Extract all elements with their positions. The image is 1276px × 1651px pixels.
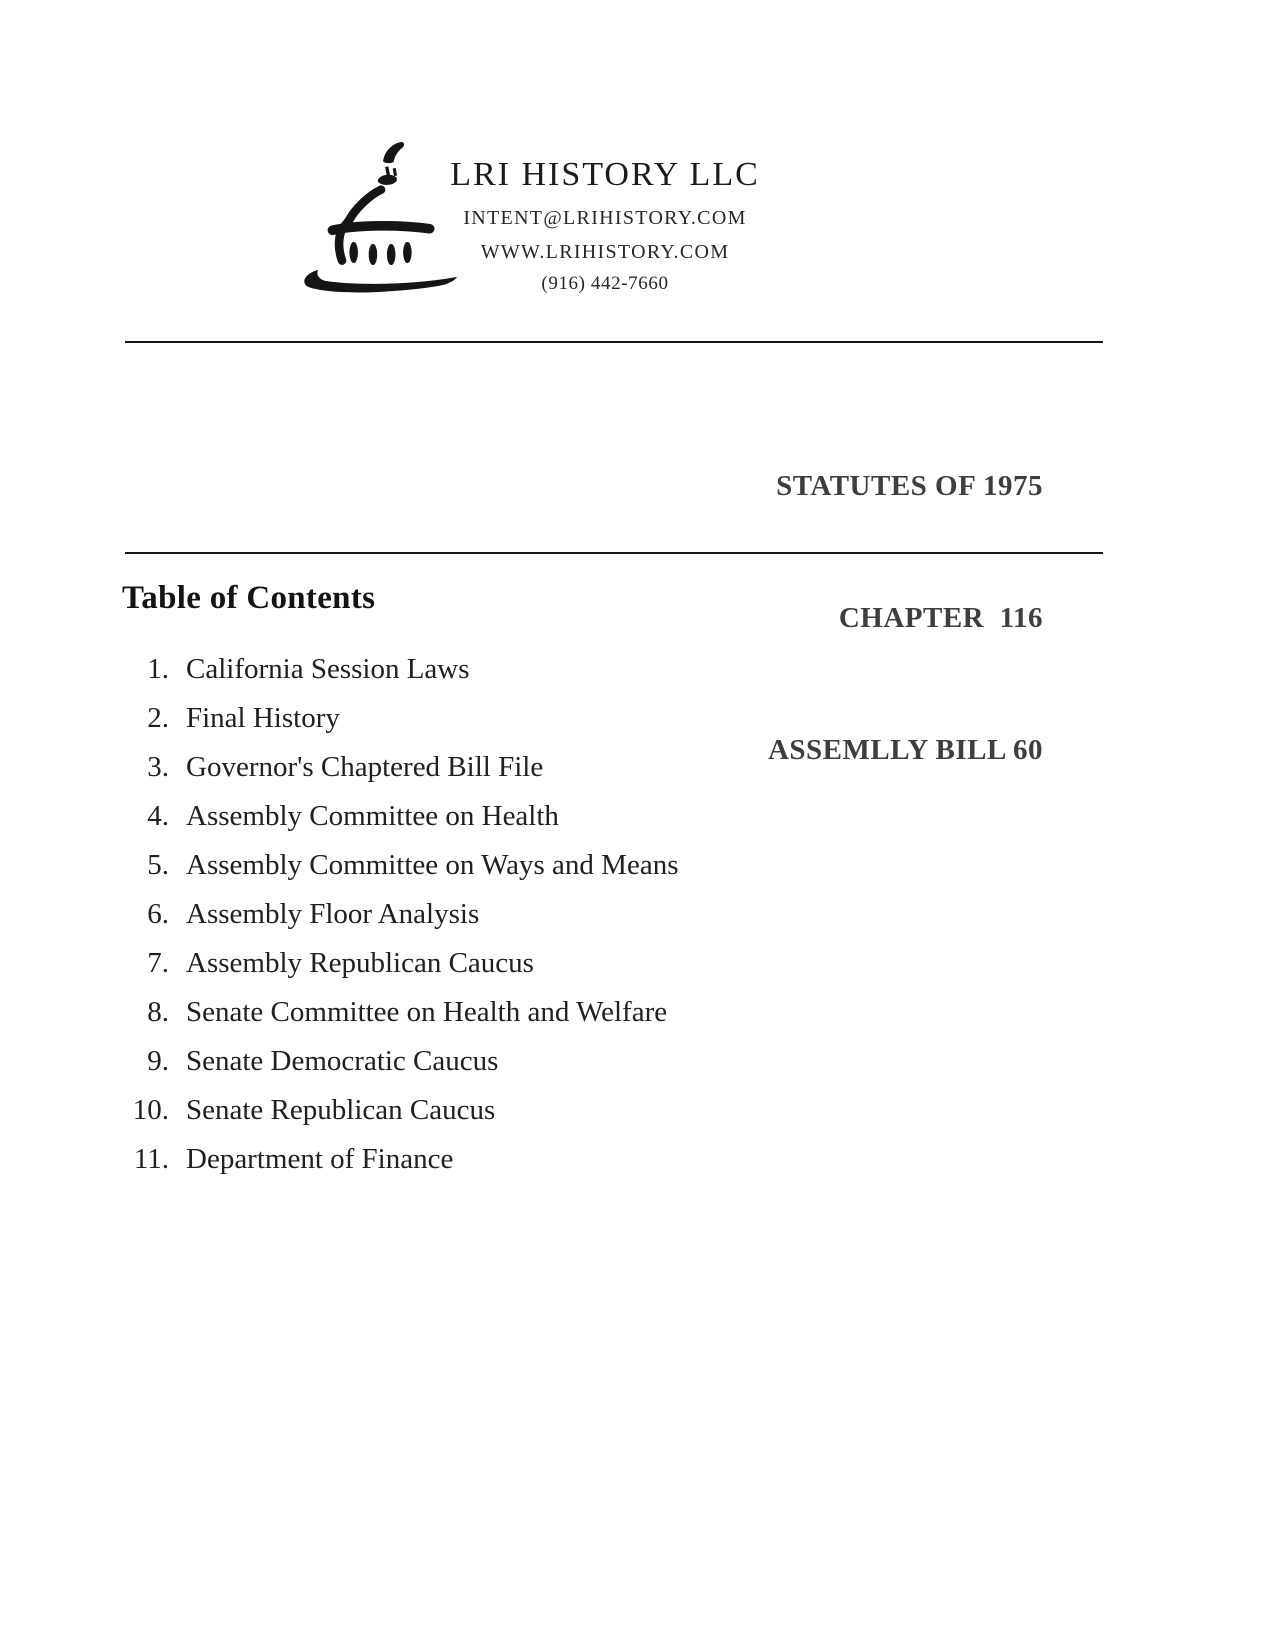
- toc-item: [125, 851, 1075, 880]
- toc-item-label: Senate Committee on Health and Welfare: [186, 996, 668, 1028]
- toc-list: [125, 655, 1075, 1194]
- toc-item-label: Senate Democratic Caucus: [186, 1045, 499, 1077]
- toc-item-label: Department of Finance: [186, 1143, 454, 1175]
- toc-item-number: 2.: [147, 702, 169, 734]
- toc-item-number: 9.: [147, 1045, 169, 1077]
- toc-item-number: 10.: [132, 1094, 169, 1126]
- toc-item: [125, 704, 1075, 733]
- toc-item: [125, 900, 1075, 929]
- chapter-line: CHAPTER 116: [838, 602, 1043, 634]
- toc-item-number: 1.: [147, 653, 169, 685]
- letterhead: [440, 156, 770, 298]
- toc-item: [125, 998, 1075, 1027]
- toc-item-number: 7.: [147, 947, 169, 979]
- toc-item: [125, 753, 1075, 782]
- toc-title: Table of Contents: [122, 580, 376, 616]
- toc-item-label: Assembly Committee on Ways and Means: [186, 849, 679, 881]
- toc-item-number: 11.: [133, 1143, 169, 1175]
- capitol-dome-logo-icon: [296, 128, 458, 294]
- company-email: INTENT@LRIHISTORY.COM: [463, 207, 747, 229]
- toc-item-label: Assembly Committee on Health: [186, 800, 559, 832]
- toc-item: [125, 1047, 1075, 1076]
- horizontal-rule-bottom: [125, 552, 1103, 554]
- toc-item: [125, 949, 1075, 978]
- toc-item: [125, 655, 1075, 684]
- toc-item: [125, 1145, 1075, 1174]
- toc-item-number: 5.: [147, 849, 169, 881]
- toc-item: [125, 1096, 1075, 1125]
- company-website: WWW.LRIHISTORY.COM: [480, 241, 730, 263]
- company-phone: (916) 442-7660: [541, 273, 669, 294]
- toc-item-label: Assembly Floor Analysis: [186, 898, 480, 930]
- toc-item: [125, 802, 1075, 831]
- toc-item-label: Assembly Republican Caucus: [186, 947, 534, 979]
- toc-item-label: Final History: [186, 702, 340, 734]
- toc-item-number: 3.: [147, 751, 169, 783]
- toc-item-number: 8.: [147, 996, 169, 1028]
- toc-item-label: Senate Republican Caucus: [186, 1094, 496, 1126]
- toc-item-number: 6.: [147, 898, 169, 930]
- horizontal-rule-top: [125, 341, 1103, 343]
- statutes-line: STATUTES OF 1975: [776, 470, 1043, 502]
- toc-item-number: 4.: [147, 800, 169, 832]
- toc-item-label: Governor's Chaptered Bill File: [186, 751, 544, 783]
- toc-item-label: California Session Laws: [186, 653, 470, 685]
- company-name: LRI HISTORY LLC: [450, 156, 760, 193]
- bill-line: ASSEMLLY BILL 60: [767, 734, 1043, 766]
